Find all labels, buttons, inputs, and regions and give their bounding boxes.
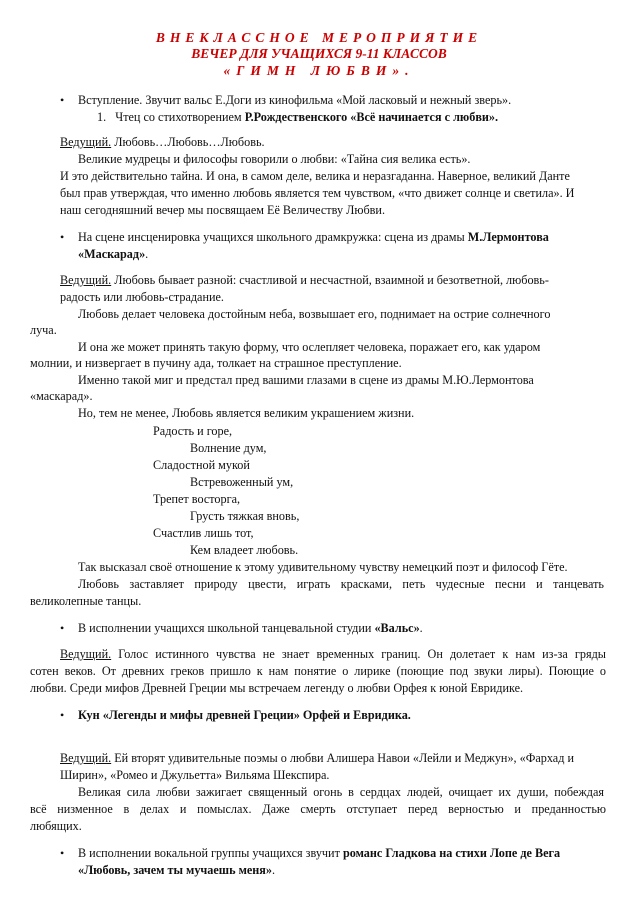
host1-line-2: Великие мудрецы и философы говорили о любви: «Тайна сия велика есть». (78, 152, 471, 166)
waltz-title: «Вальс» (374, 621, 420, 635)
vocal-text: В исполнении вокальной группы учащихся звучит (78, 846, 343, 860)
item-number: 1. (97, 110, 107, 124)
bullet-icon: • (60, 708, 65, 722)
host2-line-9: Но, тем не менее, Любовь является великим украшением жизни. (78, 406, 415, 420)
kun-bullet-text: Кун «Легенды и мифы древней Греции» Орфей и Евридика. (78, 708, 411, 722)
poem-line-4: Встревоженный ум, (190, 475, 294, 489)
after-poem-line-2: Любовь заставляет природу цвести, играть красками, петь чудесные песни и танцевать (78, 577, 604, 591)
host1-line-5: наш сегодняшний вечер мы посвящаем Её Величеству Любви. (60, 203, 385, 217)
poem-line-7: Счастлив лишь тот, (153, 526, 254, 540)
host-label: Ведущий. (60, 273, 112, 287)
poem-line-2: Волнение дум, (190, 441, 267, 455)
poem-line-1: Радость и горе, (153, 424, 233, 438)
intro-bullet-text: Вступление. Звучит вальс Е.Доги из кинофильма «Мой ласковый и нежный зверь». (78, 93, 512, 107)
vocal-bullet-line-2 (78, 862, 604, 879)
scene-text: На сцене инсценировка учащихся школьного драмкружка: сцена из драмы (78, 230, 468, 244)
waltz-bullet-text (78, 620, 604, 637)
bullet-icon: • (60, 93, 65, 107)
host4-line-1 (60, 750, 602, 767)
waltz-text: В исполнении учащихся школьной танцевальной студии (78, 621, 375, 635)
scene-end: . (145, 247, 149, 261)
poem-line-8: Кем владеет любовь. (190, 543, 299, 557)
host2-line-1 (60, 272, 602, 289)
vocal-bullet-line-1 (78, 845, 604, 862)
intro-numbered-item (97, 109, 597, 126)
poem-line-6: Грусть тяжкая вновь, (190, 509, 300, 523)
title-line-1: ВНЕКЛАССНОЕ МЕРОПРИЯТИЕ (155, 30, 483, 45)
host3-line-1 (60, 646, 606, 663)
after-poem-line-1: Так высказал своё отношение к этому удивительному чувству немецкий поэт и философ Гёте. (78, 560, 568, 574)
after-poem-line-3: великолепные танцы. (30, 594, 142, 608)
host1-line-1 (60, 134, 602, 151)
bullet-icon: • (60, 846, 65, 860)
host-label: Ведущий. (60, 135, 112, 149)
poem-line-3: Сладостной мукой (153, 458, 250, 472)
host2-line-7: Именно такой миг и предстал пред вашими глазами в сцене из драмы М.Ю.Лермонтова (78, 373, 534, 387)
poem-line-5: Трепет восторга, (153, 492, 241, 506)
host4-line-3: Великая сила любви зажигает священный огонь в сердцах людей, очищает их души, побеждая (78, 785, 604, 799)
reader-poem: Р.Рождественского «Всё начинается с любви». (244, 110, 499, 124)
host-text: Любовь…Любовь…Любовь. (111, 135, 265, 149)
host-label: Ведущий. (60, 751, 112, 765)
host4-line-4: всё низменное в делах и помыслах. Даже смерть отступает перед верностью и преданностью (30, 802, 606, 816)
scene-bullet-line-2 (78, 246, 604, 263)
vocal-romance: романс Гладкова на стихи Лопе де Вега (342, 846, 561, 860)
host-text: Ей вторят удивительные поэмы о любви Алишера Навои «Лейли и Меджун», «Фархад и (111, 751, 574, 765)
scene-author: М.Лермонтова (467, 230, 549, 244)
scene-drama: «Маскарад» (78, 247, 146, 261)
host-text: Голос истинного чувства не знает временных границ. Он долетает к нам из-за гряды (111, 647, 606, 661)
host2-line-6: молнии, и низвергает в пучину ада, толкает на страшное преступление. (30, 356, 402, 370)
host-text: Любовь бывает разной: счастливой и несчастной, взаимной и безответной, любовь- (111, 273, 549, 287)
vocal-title: «Любовь, зачем ты мучаешь меня» (78, 863, 272, 877)
host-label: Ведущий. (60, 647, 112, 661)
scene-bullet-line-1 (78, 229, 604, 246)
reader-text: Чтец со стихотворением (115, 110, 245, 124)
host4-line-2: Ширин», «Ромео и Джульетта» Вильяма Шекспира. (60, 768, 330, 782)
vocal-end: . (272, 863, 276, 877)
host3-line-2: сотен веков. От древних греков пришло к нам понятие о лирике (поющие под звуки лиры). Поющие о (30, 664, 606, 678)
host2-line-2: радость или любовь-страдание. (60, 290, 224, 304)
title-line-2: ВЕЧЕР ДЛЯ УЧАЩИХСЯ 9-11 КЛАССОВ (191, 46, 447, 61)
host3-line-3: любви. Среди мифов Древней Греции мы встречаем легенду о любви Орфея к юной Евридике. (30, 681, 524, 695)
bullet-icon: • (60, 230, 65, 244)
host2-line-5: И она же может принять такую форму, что ослепляет человека, поражает его, как ударом (78, 340, 541, 354)
host2-line-8: «маскарад». (30, 389, 93, 403)
host1-line-3: И это действительно тайна. И она, в самом деле, велика и неразгаданна. Наверное, великий Данте (60, 169, 570, 183)
host2-line-3: Любовь делает человека достойным неба, возвышает его, поднимает на острие солнечного (78, 307, 551, 321)
bullet-icon: • (60, 621, 65, 635)
host1-line-4: был прав утверждая, что именно любовь является тем чувством, «что движет солнце и светила». И (60, 186, 575, 200)
title-line-3: «ГИМН ЛЮБВИ». (223, 63, 415, 78)
waltz-end: . (419, 621, 423, 635)
host2-line-4: луча. (30, 323, 57, 337)
host4-line-5: любящих. (30, 819, 82, 833)
